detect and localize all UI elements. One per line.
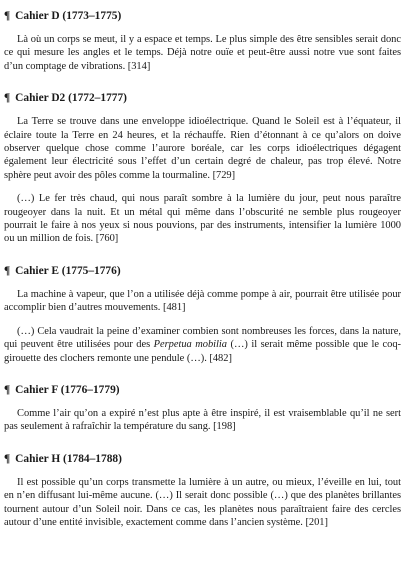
paragraph: Comme l’air qu’on a expiré n’est plus apte à être inspiré, il est vraisemblable qu’il ne sert pas seulement à rafraîchir la température du sang. [198]: [4, 407, 401, 433]
section-cahier-e: [4, 264, 401, 365]
section-cahier-h: [4, 452, 401, 530]
section-title: Cahier E (1775–1776): [15, 264, 121, 277]
section-title: Cahier F (1776–1779): [15, 383, 120, 396]
pilcrow-icon: ¶: [4, 452, 11, 465]
section-heading: [4, 383, 401, 397]
pilcrow-icon: ¶: [4, 264, 11, 277]
section-heading: [4, 9, 401, 23]
section-title: Cahier D2 (1772–1777): [15, 92, 127, 105]
pilcrow-icon: ¶: [4, 10, 11, 22]
section-title: Cahier D (1773–1775): [15, 10, 122, 22]
section-heading: [4, 91, 401, 105]
section-heading: [4, 264, 401, 278]
section-cahier-d2: [4, 91, 401, 246]
section-heading: [4, 452, 401, 466]
section-cahier-f: [4, 383, 401, 434]
pilcrow-icon: ¶: [4, 92, 11, 105]
paragraph: La machine à vapeur, que l’on a utilisée déjà comme pompe à air, pourrait être utilisée pour accomplir bien d’autres mouvements. [481]: [4, 288, 401, 314]
paragraph: Il est possible qu’un corps transmette la lumière à un autre, ou mieux, l’éveille en lui, tout en n’en diffusant lui-même aucune. (…) Il serait donc possible (…) que des planètes brillantes tournent autour d’un Soleil noir. Dans ce cas, les planètes nous paraîtraient faire des cercles autour d’une entité invisible, exactement comme dans l’ancien système. [201]: [4, 476, 401, 528]
document-body: [4, 9, 401, 539]
pilcrow-icon: ¶: [4, 383, 11, 396]
section-cahier-d: [4, 9, 401, 73]
section-title: Cahier H (1784–1788): [15, 452, 122, 465]
paragraph: (…) Cela vaudrait la peine d’examiner combien sont nombreuses les forces, dans la nature, qui peuvent être utilisées pour des Perpetua mobilia (…) il serait même possible que le coq-girouette des clochers remonte une pendule (…). [482]: [4, 325, 401, 364]
paragraph: (…) Le fer très chaud, qui nous paraît sombre à la lumière du jour, peut nous paraître rougeoyer dans la nuit. Et un métal qui même dans l’obscurité ne semble plus rougeoyer pourrait le faire à nos yeux si nous pouvions, par des instruments, intensifier la lumière 1000 ou un million de fois. [760]: [4, 193, 401, 245]
paragraph: La Terre se trouve dans une enveloppe idioélectrique. Quand le Soleil est à l’équateur, il éclaire toute la Terre en 24 heures, et la réchauffe. Rien d’étonnant à ce qu’alors on doive observer quelque chose comme l’aurore boréale, car les corps idioélectriques dégagent également leur électricité sous l’effet d’un certain degré de chaleur, pas trop élevé. Notre sphère peut avoir des pôles comme la tourmaline. [729]: [4, 116, 401, 181]
paragraph: Là où un corps se meut, il y a espace et temps. Le plus simple des être sensibles serait donc ce qui mesure les angles et le temps. Déjà notre ouïe et peut-être aussi notre vue sont faites d’un comptage de vibrations. [314]: [4, 34, 401, 72]
